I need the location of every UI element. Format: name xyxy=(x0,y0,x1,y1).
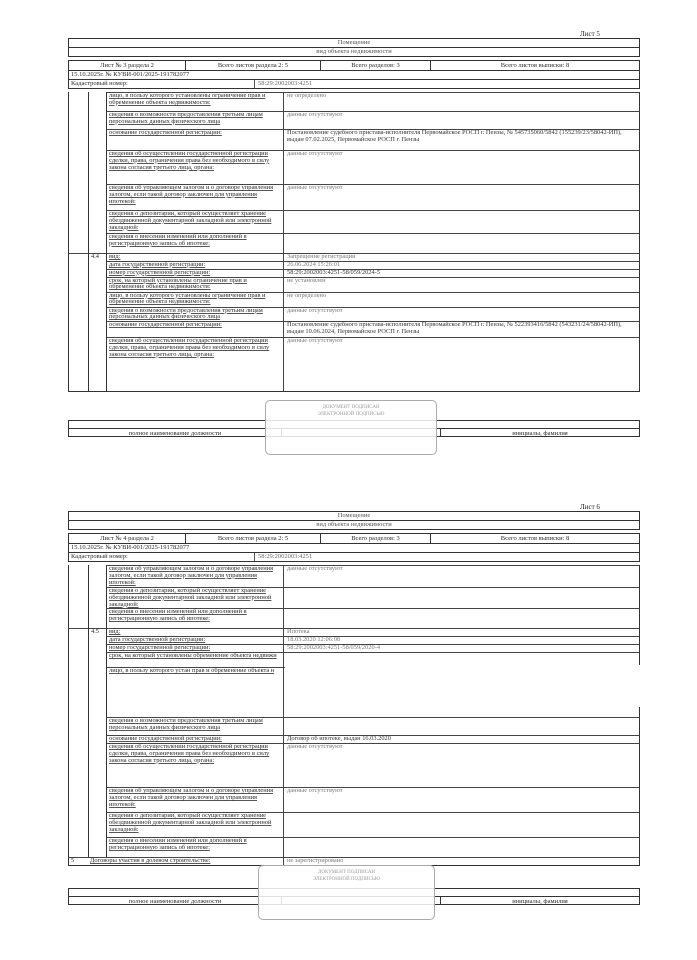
total-sections: Всего разделов: 3 xyxy=(321,534,431,543)
field-label-text: вид: xyxy=(109,253,121,260)
extract-ref: 15.10.2025г. № КУВИ-001/2025-191782077 xyxy=(71,544,190,551)
record-number-cell xyxy=(88,565,106,587)
stamp-line: ДОКУМЕНТ ПОДПИСАН xyxy=(322,405,380,410)
record-number-cell xyxy=(88,608,106,628)
field-value: Запрещение регистрации xyxy=(283,253,640,261)
record-number-cell: 4.4 xyxy=(88,253,106,261)
section-number-cell xyxy=(68,277,88,292)
section-number-cell xyxy=(68,307,88,322)
record-row xyxy=(68,321,640,337)
record-row xyxy=(68,184,640,210)
extract-ref: 15.10.2025г. № КУВИ-001/2025-191782077 xyxy=(71,71,190,78)
field-value: не зарегистрировано xyxy=(283,857,640,865)
section-number-cell xyxy=(68,269,88,277)
field-label-text: дата государственной регистрации: xyxy=(109,260,206,268)
field-value: не определено xyxy=(283,92,640,111)
field-label-text: сведения об управляющем залогом и о договоре управления залогом, если такой договор заключен для управления ипотекой: xyxy=(109,787,274,808)
section-number-cell xyxy=(68,812,88,837)
field-value: Постановление судебного пристава-исполнителя Первомайское РОСП г. Пензы, № 545735060/5842 (155239/23/58042-ИП), выдан 07.02.2025, Первомайское РОСП г. Пензы xyxy=(283,129,640,150)
record-number-cell xyxy=(88,587,106,608)
section-number-cell xyxy=(68,111,88,129)
sheet-number: Лист 5 xyxy=(580,30,600,38)
object-type-header xyxy=(68,511,640,530)
field-label-text: сведения о возможности предоставления третьим лицам персональных данных физического лица xyxy=(109,306,263,321)
record-number-cell xyxy=(88,210,106,233)
field-label xyxy=(88,857,283,865)
record-number-cell xyxy=(88,277,106,292)
record-number-cell xyxy=(88,735,106,743)
field-value: Ипотека xyxy=(283,628,640,636)
field-value xyxy=(283,587,640,608)
record-row xyxy=(68,628,640,636)
field-label-text: лицо, в пользу которого устан прав и обременение объекта н xyxy=(109,667,275,675)
name-label: инициалы, фамилия xyxy=(441,896,639,904)
total-sheets-section: Всего листов раздела 2: 5 xyxy=(186,534,321,543)
total-sheets-section: Всего листов раздела 2: 5 xyxy=(186,61,321,70)
record-row xyxy=(68,277,640,292)
object-type-caption: вид объекта недвижимости xyxy=(69,48,639,57)
field-label xyxy=(106,743,283,787)
field-label-text: сведения о внесении изменений или дополнений в регистрационную запись об ипотеке: xyxy=(109,837,247,851)
field-label xyxy=(106,210,283,233)
section-number-cell xyxy=(68,292,88,307)
field-label xyxy=(106,636,283,644)
field-label xyxy=(106,565,283,587)
record-number-cell xyxy=(88,111,106,129)
section-number-cell xyxy=(68,150,88,184)
record-row xyxy=(68,636,640,644)
section-number-cell: 5 xyxy=(68,857,88,865)
field-value xyxy=(283,210,640,233)
record-row xyxy=(68,717,640,735)
stamp-line: ДОКУМЕНТ ПОДПИСАН xyxy=(317,870,376,875)
record-number-cell xyxy=(88,129,106,150)
field-label-text: Договоры участия в долевом строительстве: xyxy=(90,857,211,865)
field-label xyxy=(106,111,283,129)
field-label xyxy=(106,269,283,277)
section-number-cell xyxy=(68,233,88,253)
field-label xyxy=(106,628,283,636)
record-row xyxy=(68,743,640,787)
record-number-cell xyxy=(88,667,106,717)
record-number-cell xyxy=(88,184,106,210)
section-number-cell xyxy=(68,587,88,608)
section-number-cell xyxy=(68,184,88,210)
field-label xyxy=(106,129,283,150)
section-number-cell xyxy=(68,717,88,735)
records-table xyxy=(68,565,640,866)
field-value: 58:29:2002003:4251-58/059/2020-4 xyxy=(283,644,640,652)
field-value xyxy=(283,812,640,837)
field-value: данные отсутствуют xyxy=(283,150,640,184)
record-number-cell xyxy=(88,812,106,837)
field-label xyxy=(106,307,283,322)
field-label-text: лицо, в пользу которого установлены ограничение прав и обременение объекта недвижимости: xyxy=(109,291,266,306)
section-number-cell xyxy=(68,92,88,111)
field-value: данные отсутствуют xyxy=(283,787,640,812)
field-value xyxy=(283,608,640,628)
stamp-line: ЭЛЕКТРОННОЙ ПОДПИСЬЮ xyxy=(317,411,385,417)
field-label-text: сведения об осуществлении государственной регистрации сделки, права, ограничения права без необходимого в силу закона согласия третьего лица, органа: xyxy=(109,150,270,171)
field-value: 18.03.2020 12:06:08 xyxy=(283,636,640,644)
record-row xyxy=(68,307,640,322)
field-value: 58:29:2002003:4251-58/059/2024-5 xyxy=(283,269,640,277)
record-row xyxy=(68,150,640,184)
record-number-cell xyxy=(88,292,106,307)
record-row xyxy=(68,787,640,812)
electronic-signature-stamp xyxy=(258,865,435,920)
record-row xyxy=(68,129,640,150)
position-label: полное наименование должности xyxy=(69,428,281,436)
cadastral-value: 58:29:2002003:4251 xyxy=(254,553,312,561)
field-label xyxy=(106,261,283,269)
field-label xyxy=(106,652,283,667)
field-label xyxy=(106,587,283,608)
field-label-text: сведения о возможности предоставления третьим лицам персональных данных физического лица xyxy=(109,717,263,731)
field-label-text: сведения об управляющем залогом и о договоре управления залогом, если такой договор заключен для управления ипотекой: xyxy=(109,565,274,586)
object-type-header xyxy=(68,38,640,57)
record-number-cell xyxy=(88,337,106,391)
section-number-cell xyxy=(68,652,88,667)
field-label xyxy=(106,321,283,337)
field-label-text: сведения о внесении изменений или дополнений в регистрационную запись об ипотеке: xyxy=(109,608,247,623)
stamp-line: ЭЛЕКТРОННОЙ ПОДПИСЬЮ xyxy=(313,876,380,882)
section-number-cell xyxy=(68,735,88,743)
field-label-text: сведения о внесении изменений или дополнений в регистрационную запись об ипотеке: xyxy=(109,233,247,247)
record-number-cell xyxy=(88,644,106,652)
object-type-caption: вид объекта недвижимости xyxy=(69,521,639,530)
field-value xyxy=(283,837,640,857)
record-row xyxy=(68,837,640,857)
field-label-text: номер государственной регистрации: xyxy=(109,268,211,276)
object-type: Помещение xyxy=(69,512,639,521)
section-number-cell xyxy=(68,667,88,717)
field-label-text: сведения об управляющем залогом и о договоре управления залогом, если такой договор заключен для управления ипотекой: xyxy=(109,184,274,205)
record-number-cell xyxy=(88,233,106,253)
record-row xyxy=(68,608,640,628)
total-sections: Всего разделов: 3 xyxy=(321,61,431,70)
field-value: Договор об ипотеке, выдан 16.03.2020 xyxy=(283,735,640,743)
field-value: данные отсутствуют xyxy=(283,743,640,787)
extract-sheet-5 xyxy=(68,38,640,392)
total-sheets-extract: Всего листов выписки: 8 xyxy=(500,535,570,542)
electronic-signature-stamp xyxy=(265,400,437,455)
record-row xyxy=(68,565,640,587)
field-label xyxy=(106,667,283,717)
section-number-cell xyxy=(68,837,88,857)
field-label xyxy=(106,150,283,184)
record-number-cell xyxy=(88,261,106,269)
section-number-cell xyxy=(68,743,88,787)
field-label-text: срок, на который установлены ограничение прав и обременение объекта недвижимости: xyxy=(109,276,247,291)
record-number-cell xyxy=(88,717,106,735)
record-number-cell xyxy=(88,269,106,277)
record-row xyxy=(68,269,640,277)
record-number-cell xyxy=(88,92,106,111)
field-label-text: основание государственной регистрации: xyxy=(109,321,222,329)
record-row xyxy=(68,644,640,652)
field-label xyxy=(106,184,283,210)
record-number-cell xyxy=(88,837,106,857)
record-row xyxy=(68,587,640,608)
cadastral-label: Кадастровый номер: xyxy=(71,553,128,560)
section-number-cell xyxy=(68,337,88,391)
record-row xyxy=(68,292,640,307)
field-value xyxy=(283,717,640,735)
record-row xyxy=(68,261,640,269)
record-number-cell xyxy=(88,636,106,644)
section-number-cell xyxy=(68,608,88,628)
record-row xyxy=(68,233,640,253)
section-number-cell xyxy=(68,565,88,587)
sheet-info-row xyxy=(68,60,640,71)
record-row xyxy=(68,337,640,391)
field-label xyxy=(106,837,283,857)
field-label xyxy=(106,233,283,253)
record-number-cell xyxy=(88,307,106,322)
field-value: данные отсутствуют xyxy=(283,184,640,210)
records-table xyxy=(68,92,640,392)
field-label xyxy=(106,92,283,111)
record-number-cell xyxy=(88,787,106,812)
cadastral-label: Кадастровый номер: xyxy=(71,80,128,87)
section-number-cell xyxy=(68,261,88,269)
field-label xyxy=(106,277,283,292)
extract-reference xyxy=(68,544,640,553)
section-number-cell xyxy=(68,210,88,233)
field-label-text: сведения об осуществлении государственной регистрации сделки, права, ограничения права без необходимого в силу закона согласия третьего лица, органа: xyxy=(109,337,270,358)
field-label xyxy=(106,337,283,391)
section-number-cell xyxy=(68,253,88,261)
scan-fold-artifact xyxy=(285,665,697,707)
record-row xyxy=(68,111,640,129)
field-label-text: сведения об осуществлении государственной регистрации сделки, права, ограничения права без необходимого в силу закона согласия третьего лица, органа: xyxy=(109,743,270,764)
record-row xyxy=(68,210,640,233)
field-label-text: номер государственной регистрации: xyxy=(109,644,211,652)
field-label-text: сведения о депозитарии, который осуществляет хранение обездвиженной документарной закладной или электронной закладной: xyxy=(109,812,272,833)
record-number-cell: 4.5 xyxy=(88,628,106,636)
field-label xyxy=(106,717,283,735)
field-label xyxy=(106,644,283,652)
field-label xyxy=(106,735,283,743)
record-row xyxy=(68,735,640,743)
section-number-cell xyxy=(68,644,88,652)
field-label-text: срок, на который установлены обременение объекта недвижи xyxy=(109,652,277,660)
extract-reference xyxy=(68,71,640,80)
field-label-text: дата государственной регистрации: xyxy=(109,636,206,644)
field-label-text: вид: xyxy=(109,628,121,636)
object-type: Помещение xyxy=(69,39,639,48)
field-value xyxy=(283,233,640,253)
field-label-text: сведения о депозитарии, который осуществляет хранение обездвиженной документарной закладной или электронной закладной: xyxy=(109,210,272,231)
field-label-text: основание государственной регистрации: xyxy=(109,735,222,743)
cadastral-value: 58:29:2002003:4251 xyxy=(254,80,312,88)
position-label: полное наименование должности xyxy=(69,896,281,904)
field-label-text: основание государственной регистрации: xyxy=(109,129,222,136)
record-number-cell xyxy=(88,652,106,667)
record-row xyxy=(68,812,640,837)
field-label xyxy=(106,292,283,307)
section-row xyxy=(68,857,640,865)
field-label-text: лицо, в пользу которого установлены ограничение прав и обременение объекта недвижимости: xyxy=(109,92,266,106)
sheet-number: Лист 6 xyxy=(580,503,600,511)
cadastral-row xyxy=(68,553,640,562)
field-label-text: сведения о депозитарии, который осуществляет хранение обездвиженной документарной закладной или электронной закладной: xyxy=(109,587,272,608)
field-value: данные отсутствуют xyxy=(283,307,640,322)
section-number-cell xyxy=(68,636,88,644)
record-number-cell xyxy=(88,321,106,337)
sheet-section: Лист № 3 раздела 2 xyxy=(69,61,186,70)
record-number-cell xyxy=(88,743,106,787)
field-label xyxy=(106,608,283,628)
field-label xyxy=(106,253,283,261)
field-value: Постановление судебного пристава-исполнителя Первомайское РОСП г. Пензы, № 522393416/5842 (543231/24/58042-ИП), выдан 10.06.2024, Первомайское РОСП г. Пензы xyxy=(283,321,640,337)
section-number-cell xyxy=(68,787,88,812)
field-value: 26.06.2024 15:26:01 xyxy=(283,261,640,269)
record-number-cell xyxy=(88,150,106,184)
cadastral-row xyxy=(68,80,640,89)
section-number-cell xyxy=(68,628,88,636)
sheet-section: Лист № 4 раздела 2 xyxy=(69,534,186,543)
field-label xyxy=(106,812,283,837)
field-label xyxy=(106,787,283,812)
field-value: данные отсутствуют xyxy=(283,111,640,129)
record-row xyxy=(68,92,640,111)
field-label-text: сведения о возможности предоставления третьим лицам персональных данных физического лица xyxy=(109,111,263,125)
section-number-cell xyxy=(68,321,88,337)
section-number-cell xyxy=(68,129,88,150)
name-label: инициалы, фамилия xyxy=(441,428,639,436)
field-value: не определено xyxy=(283,292,640,307)
record-row xyxy=(68,253,640,261)
total-sheets-extract: Всего листов выписки: 8 xyxy=(500,62,570,69)
field-value: данные отсутствуют xyxy=(283,337,640,391)
field-value: не установлен xyxy=(283,277,640,292)
field-value: данные отсутствуют xyxy=(283,565,640,587)
sheet-info-row xyxy=(68,533,640,544)
